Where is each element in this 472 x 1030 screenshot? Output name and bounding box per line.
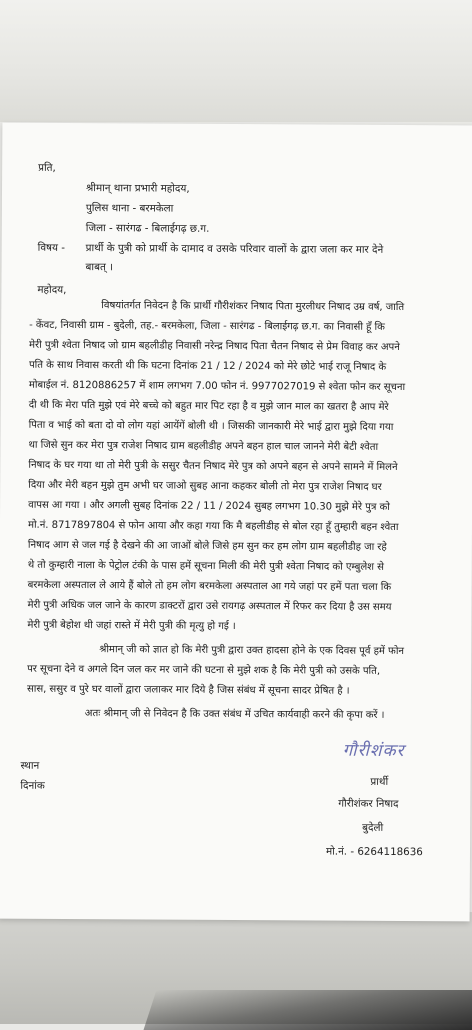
body-line: निषाद के घर गया था तो मेरी पुत्री के ससुर चैतन निषाद मेरे पुत्र को अपने बहन से अपने सामने में मिलने	[28, 459, 398, 473]
applicant-village: बुदेली	[362, 821, 384, 834]
complaint-letter	[0, 123, 472, 922]
request-line: अतः श्रीमान् जी से निवेदन है कि उक्त संबंध में उचित कार्यवाही करने की कृपा करें ।	[84, 708, 385, 721]
body-line: बरमकेला अस्पताल ले आये हैं बोले तो हम लोग बरमकेला अस्पताल आ गये जहां पर हमें पता चला कि	[27, 579, 392, 593]
salutation: महोदय,	[37, 283, 67, 296]
applicant-phone: मो.नं. - 6264118636	[325, 845, 423, 859]
body-line: श्रीमान् जी को ज्ञात हो कि मेरी पुत्री द्वारा उक्त हादसा होने के एक दिवस पूर्व हमें फोन	[99, 644, 404, 658]
addressee-line-3: जिला - सारंगढ - बिलाईगढ़ छ.ग.	[85, 222, 210, 235]
addressee-line-1: श्रीमान् थाना प्रभारी महोदय,	[86, 182, 190, 195]
body-line: सास, ससुर व पुरे घर वालों द्वारा जलाकर मार दिये है जिस संबंध में सूचना सादर प्रेषित है ।	[26, 683, 350, 697]
handwritten-signature: गौरीशंकर	[342, 740, 405, 762]
subject-line-1: प्रार्थी के पुत्री को प्रार्थी के दामाद व उसके परिवार वालों के द्वारा जला कर मार देने	[85, 242, 384, 256]
body-line: वापस आ गया । और अगली सुबह दिनांक 22 / 11 / 2024 सुबह लगभग 10.30 मुझे मेरे पुत्र को	[28, 499, 390, 513]
body-line: मेरी पुत्री बेहोश थी जहां रास्ते में मेरी पुत्री की मृत्यु हो गई ।	[27, 619, 236, 633]
body-line: - केंवट, निवासी ग्राम - बुदेली, तह.- बरमकेला, जिला - सारंगढ - बिलाईगढ़ छ.ग. का निवासी हूँ कि	[29, 319, 385, 333]
body-line: पति के साथ निवास करती थी कि घटना दिनांक 21 / 12 / 2024 को मेरे छोटे भाई राजू निषाद के	[28, 359, 387, 373]
applicant-label: प्रार्थी	[370, 775, 389, 788]
wall-background-top	[0, 0, 472, 122]
body-line: मो.नं. 8717897804 से फोन आया और कहा गया कि मै बहलीडीह से बोल रहा हूँ तुम्हारी बहन श्वेता	[27, 519, 399, 533]
shadow-corner	[144, 990, 472, 1030]
subject-line-2: बाबत् ।	[85, 261, 114, 274]
body-line: थे तो कुम्हारी नाला के पेट्रोल टंकी के पास हमें सूचना मिली की मेरी पुत्री श्वेता निषाद को एम्बुलेश से	[27, 559, 384, 573]
applicant-name: गौरीशंकर निषाद	[338, 797, 399, 810]
body-line: पिता व भाई को बता दो वो लोग यहां आयेंगें बोली थी । जिसकी जानकारी मेरे भाई द्वारा मुझे दिया गया	[28, 419, 394, 433]
date-label: दिनांक	[20, 779, 45, 792]
body-line: पर सूचना देने व अगले दिन जल कर मर जाने की घटना से मुझे शक है कि मेरी पुत्री को उसके पति,	[27, 663, 381, 677]
subject-label: विषय -	[37, 241, 66, 254]
body-line: दिया और मेरी बहन मुझे तुम अभी घर जाओ सुबह आना कहकर बोली तो मेरा पुत्र राजेश निषाद घर	[28, 479, 382, 493]
body-line: विषयांतर्गत निवेदन है कि प्रार्थी गौरीशंकर निषाद पिता मुरलीधर निषाद उम्र वर्ष, जाति	[101, 300, 405, 314]
body-line: मोबाईल नं. 8120886257 में शाम लगभग 7.00 फोन नं. 9977027019 से श्वेता फोन कर सूचना	[28, 379, 406, 394]
body-line: दी थी कि मेरा पति मुझे एवं मेरे बच्चे को बहुत मार पिट रहा है व मुझे जान माल का खतरा है आप मेरे	[28, 399, 389, 413]
body-line: मेरी पुत्री अधिक जल जाने के कारण डाक्टरों द्वारा उसे रायगढ़ अस्पताल में रिफर कर दिया है उस समय	[27, 599, 392, 613]
addressee-line-2: पुलिस थाना - बरमकेला	[85, 202, 174, 215]
place-label: स्थान	[20, 759, 40, 772]
body-line: था जिसे सुन कर मेरा पुत्र राजेश निषाद ग्राम बहलीडीह अपने बहन हाल चाल जानने मेरी बेटी श्वेता	[28, 439, 379, 453]
body-line: निषाद आग से जल गई है देखने की आ जाओं बोले जिसे हम सुन कर हम लोग ग्राम बहलीडीह जा रहे	[27, 539, 387, 553]
to-line: प्रति,	[38, 161, 56, 174]
body-line: मेरी पुत्री श्वेता निषाद जो ग्राम बहलीडीह निवासी नरेन्द्र निषाद पिता चैतन निषाद से प्रेम विवाह कर अपने	[29, 339, 400, 353]
